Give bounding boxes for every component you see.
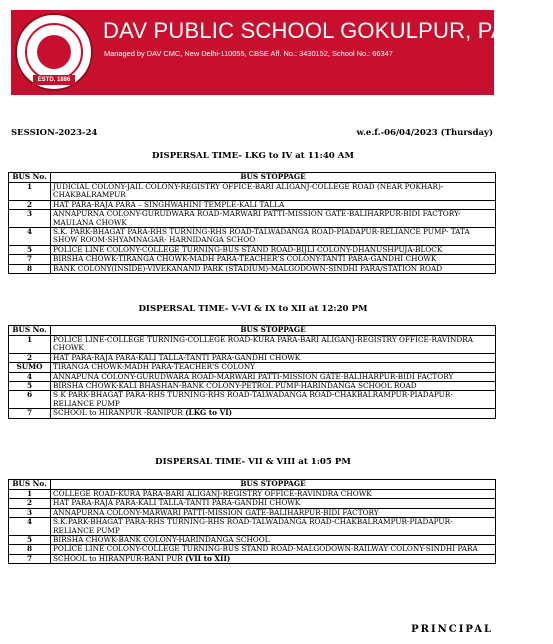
stoppage-text: ANNAPURNA COLONY-MARWARI PATTI-MISSION GATE-BALIHARPUR-BIDI FACTORY: [53, 507, 379, 517]
table-row: [9, 264, 496, 273]
table-row: [9, 228, 496, 246]
bus-number: 3: [9, 210, 51, 228]
bus-number: 3: [9, 508, 51, 517]
stoppage-text: BANK COLONY(INSIDE)-VIVEKANAND PARK (STADIUM)-MALGODOWN-SINDHI PARA/STATION ROAD: [53, 263, 443, 273]
class-range: (VII to XII): [185, 553, 231, 563]
stoppage-text: SCHOOL to HIRANPUR -RANIPUR: [53, 408, 186, 418]
col-header-bus-no: BUS No.: [9, 480, 51, 490]
table-row: [9, 518, 496, 536]
bus-number: 4: [9, 228, 51, 246]
stoppage-text: SCHOOL to HIRANPUR-RANI PUR: [53, 553, 186, 563]
table-row: [9, 336, 496, 354]
bus-stoppage: [51, 264, 496, 273]
bus-stoppage: [51, 336, 496, 354]
bus-number: 1: [9, 336, 51, 354]
section-title-3: DISPERSAL TIME- VII & VIII at 1:05 PM: [155, 457, 351, 467]
bus-stoppage: [51, 409, 496, 418]
col-header-bus-no: BUS No.: [9, 326, 51, 336]
bus-number: 8: [9, 545, 51, 554]
stoppage-text: HAT PARA-RAJA PARA-KALI TALLA-TANTI PARA-GANDHI CHOWK: [53, 498, 301, 508]
stoppage-text: S.K. PARK-BHAGAT PARA-RHS TURNING-RHS ROAD-TALWADANGA ROAD-PIADAPUR-RELIANCE PUMP- TATA SHOW ROOM-SHYAMNAGAR- HARNIDANGA SCHOO: [53, 227, 470, 245]
bus-number: 5: [9, 536, 51, 545]
stoppage-text: ANNAPUNA COLONY-GURUDWARA ROAD-MARWARI PATTI-MISSION GATE-BALIHARPUR-BIDI FACTORY: [53, 371, 454, 381]
bus-number: 5: [9, 382, 51, 391]
bus-stoppage: [51, 391, 496, 409]
bus-number: 1: [9, 183, 51, 201]
stoppage-text: BIRSHA CHOWK-TIRANGA CHOWK-MADH PARA-TEACHER'S COLONY-TANTI PARA-GANDHI CHOWK: [53, 254, 437, 264]
bus-table-1: [8, 172, 496, 274]
table-row: [9, 210, 496, 228]
table-row: [9, 409, 496, 418]
bus-table-2: [8, 325, 496, 419]
school-affiliation: Managed by DAV CMC, New Delhi-110055, CBSE Aff. No.: 3430152, School No.: 66347: [104, 49, 393, 58]
bus-number: 6: [9, 391, 51, 409]
table-row: [9, 183, 496, 201]
section-title-2: DISPERSAL TIME- V-VI & IX to XII at 12:20 PM: [138, 304, 368, 314]
stoppage-text: POLICE LINE-COLLEGE TURNING-COLLEGE ROAD-KURA PARA-BARI ALIGANJ-REGISTRY OFFICE-RAVINDRA CHOWK: [53, 335, 474, 353]
bus-number: 2: [9, 499, 51, 508]
school-name: DAV PUBLIC SCHOOL GOKULPUR, PAKUR: [103, 18, 553, 43]
bus-number: 4: [9, 372, 51, 381]
table-row: [9, 391, 496, 409]
principal-signature: PRINCIPAL: [411, 624, 493, 635]
bus-number: 7: [9, 554, 51, 563]
bus-number: 2: [9, 353, 51, 362]
stoppage-text: S.K.PARK-BHAGAT PARA-RHS TURNING-RHS ROAD-TALWADANGA ROAD-CHAKBALRAMPUR-PIADAPUR-RELIANCE PUMP: [53, 517, 453, 535]
bus-stoppage: [51, 518, 496, 536]
bus-stoppage: [51, 228, 496, 246]
logo-estd: ESTD. 1886: [33, 75, 75, 85]
stoppage-text: COLLEGE ROAD-KURA PARA-BARI ALIGANJ-REGISTRY OFFICE-RAVINDRA CHOWK: [53, 489, 372, 498]
col-header-bus-stoppage: BUS STOPPAGE: [51, 173, 496, 183]
stoppage-text: S K PARK-BHAGAT PARA-RHS TURNING-RHS ROAD-TALWADANGA ROAD-CHAKBALRAMPUR-PIADAPUR-RELIANCE PUMP: [53, 390, 453, 408]
bus-number: 1: [9, 490, 51, 499]
bus-number: 5: [9, 245, 51, 254]
bus-number: SUMO: [9, 363, 51, 372]
stoppage-text: ANNAPURNA COLONY-GURUDWARA ROAD-MARWARI PATTI-MISSION GATE-BALIHARPUR-BIDI FACTORY- MAULANA CHOWK: [53, 209, 461, 227]
stoppage-text: BIRSHA CHOWK-BANK COLONY-HARINDANGA SCHOOL: [53, 535, 270, 545]
stoppage-text: HAT PARA-RAJA PARA – SINGHWAHINI TEMPLE-KALI TALLA: [53, 199, 285, 209]
logo-emblem: [37, 35, 71, 69]
school-header: [11, 10, 553, 95]
bus-number: 4: [9, 518, 51, 536]
class-range: (LKG to VI): [185, 408, 233, 418]
section-title-1: DISPERSAL TIME- LKG to IV at 11:40 AM: [152, 151, 354, 161]
effective-date: w.e.f.-06/04/2023 (Thursday): [356, 128, 493, 138]
table-row: [9, 554, 496, 563]
stoppage-text: TIRANGA CHOWK-MADH PARA-TEACHER'S COLONY: [53, 362, 256, 372]
bus-number: 7: [9, 409, 51, 418]
stoppage-text: POLICE LINE COLONY-COLLEGE TURNING-BUS STAND ROAD-MALGODOWN-RAILWAY COLONY-SINDHI PARA: [53, 544, 478, 554]
col-header-bus-stoppage: BUS STOPPAGE: [51, 326, 496, 336]
col-header-bus-no: BUS No.: [9, 173, 51, 183]
stoppage-text: JUDICIAL COLONY-JAIL COLONY-REGISTRY OFFICE-BARI ALIGANJ-COLLEGE ROAD (NEAR POKHAR)-CHAKBALRAMPUR: [53, 182, 444, 200]
session-label: SESSION-2023-24: [11, 128, 98, 138]
bus-number: 2: [9, 200, 51, 209]
bus-stoppage: [51, 183, 496, 201]
bus-number: 8: [9, 264, 51, 273]
bus-stoppage: [51, 554, 496, 563]
stoppage-text: BIRSHA CHOWK-KALI BHASHAN-BANK COLONY-PETROL PUMP-HARINDANGA SCHOOL ROAD: [53, 381, 417, 391]
stoppage-text: HAT PARA-RAJA PARA-KALI TALLA-TANTI PARA-GANDHI CHOWK: [53, 352, 301, 362]
stoppage-text: POLICE LINE COLONY-COLLEGE TURNING-BUS STAND ROAD-BIJLI COLONY-DHANUSHPUJA-BLOCK: [53, 244, 443, 254]
bus-number: 7: [9, 255, 51, 264]
school-logo: [15, 13, 93, 91]
bus-stoppage: [51, 210, 496, 228]
bus-table-3: [8, 479, 496, 564]
col-header-bus-stoppage: BUS STOPPAGE: [51, 480, 496, 490]
